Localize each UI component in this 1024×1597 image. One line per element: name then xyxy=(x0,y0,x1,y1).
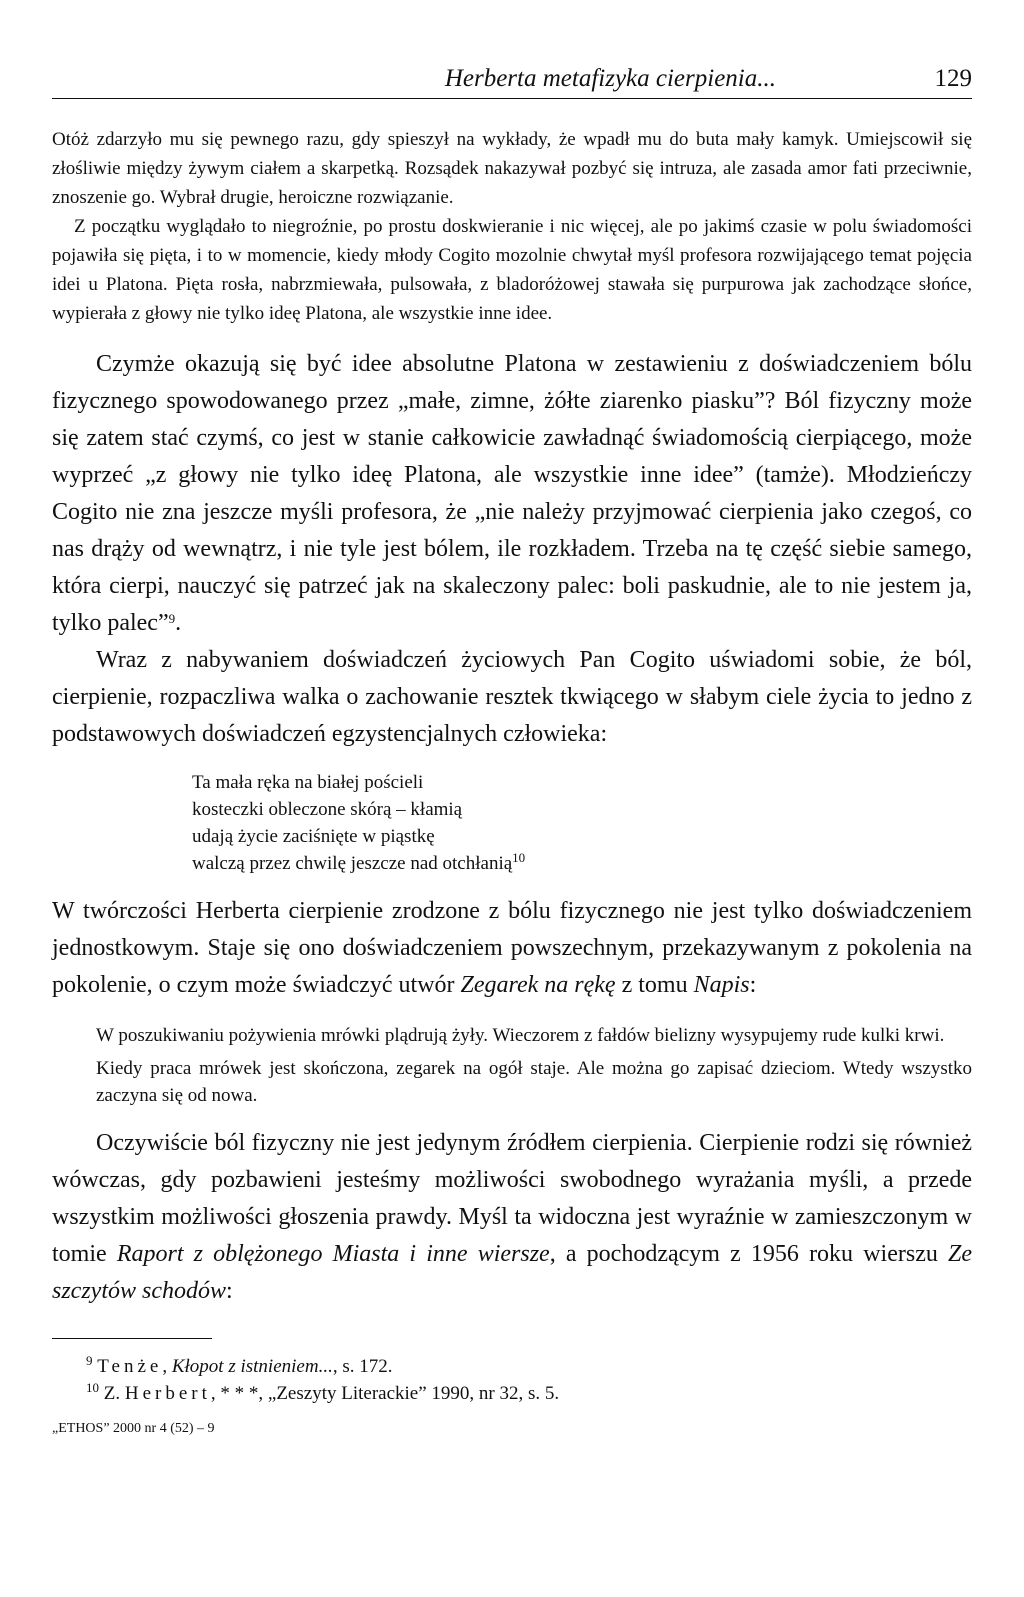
quote-paragraph-2: Z początku wyglądało to niegroźnie, po prostu doskwieranie i nic więcej, ale po jakimś czasie w polu świadomości pojawiła się pięta, i to w momencie, kiedy młody Cogito mozolnie chwytał myśl profesora rozwijającego temat pojęcia idei u Platona. Pięta rosła, nabrzmiewała, pulsowała, z bladoróżowej stawała się purpurowa jak zachodzące słońce, wypierała z głowy nie tylko ideę Platona, ale wszystkie inne idee. xyxy=(52,216,972,324)
work-title-raport: Raport z oblężonego Miasta i inne wiersze xyxy=(116,1241,550,1267)
main-text-2 xyxy=(52,893,972,1004)
footnote-ref-10[interactable]: 10 xyxy=(512,850,526,865)
footnote-10-author: Herbert xyxy=(124,1383,211,1404)
body-paragraph-2: Wraz z nabywaniem doświadczeń życiowych Pan Cogito uświadomi sobie, że ból, cierpienie, rozpaczliwa walka o zachowanie resztek tkwiącego w słabym ciele życia to jedno z podstawowych doświadczeń egzystencjalnych człowieka: xyxy=(52,647,972,747)
body-paragraph-3-end: : xyxy=(749,972,757,998)
footnote-9 xyxy=(52,1353,972,1380)
quote2-paragraph-2: Kiedy praca mrówek jest skończona, zegarek na ogół staje. Ale można go zapisać dzieciom. Wtedy wszystko zaczyna się od nowa. xyxy=(96,1058,972,1106)
body-paragraph-4-text: Oczywiście ból fizyczny nie jest jedynym źródłem cierpienia. Cierpienie rodzi się również wówczas, gdy pozbawieni jesteśmy możliwości swobodnego wyrażania myśli, a przede wszystkim możliwości głoszenia prawdy. Myśl ta widoczna jest wyraźnie w zamieszczonym w tomie xyxy=(52,1130,972,1267)
verse-line-1: Ta mała ręka na białej pościeli xyxy=(192,772,424,793)
footnote-10-initial: Z. xyxy=(103,1383,125,1404)
verse-quote xyxy=(192,769,972,877)
page-number: 129 xyxy=(934,65,972,92)
footnotes xyxy=(52,1353,972,1407)
footnote-10-rest: , * * *, „Zeszyty Literackie” 1990, nr 32, s. 5. xyxy=(210,1383,560,1404)
body-paragraph-4-mid: , a pochodzącym z 1956 roku wierszu xyxy=(549,1241,949,1267)
footnote-ref-9[interactable]: 9 xyxy=(168,611,176,626)
footnote-9-title: Kłopot z istnieniem... xyxy=(171,1356,333,1377)
body-paragraph-1-text: Czymże okazują się być idee absolutne Platona w zestawieniu z doświadczeniem bólu fizycznego spowodowanego przez „małe, zimne, żółte ziarenko piasku”? Ból fizyczny może się zatem stać czymś, co jest w stanie całkowicie zawładnąć świadomością cierpiącego, może wyprzeć „z głowy nie tylko ideę Platona, ale wszystkie inne idee” (tamże). Młodzieńczy Cogito nie zna jeszcze myśli profesora, że „nie należy przyjmować cierpienia jako czegoś, co nas drąży od wewnątrz, i nie tyle jest bólem, ile rozkładem. Trzeba na tę część siebie samego, która cierpi, nauczyć się patrzeć jak na skaleczony palec: boli paskudnie, ale to nie jestem ja, tylko palec” xyxy=(52,351,972,636)
verse-line-4 xyxy=(192,850,972,877)
running-title: Herberta metafizyka cierpienia... xyxy=(444,65,776,92)
quote2-paragraph-1: W poszukiwaniu pożywienia mrówki plądrują żyły. Wieczorem z fałdów bielizny wysypujemy rude kulki krwi. xyxy=(96,1025,945,1046)
running-header xyxy=(52,62,972,99)
work-title-zegarek: Zegarek na rękę xyxy=(460,972,616,998)
footnote-9-author: Tenże xyxy=(97,1356,163,1377)
block-quote-cogito xyxy=(52,125,972,328)
footnote-9-rest: , s. 172. xyxy=(332,1356,393,1377)
main-text-1 xyxy=(52,346,972,753)
body-paragraph-1 xyxy=(52,346,972,642)
footnote-10 xyxy=(52,1380,972,1407)
main-text-3 xyxy=(52,1125,972,1310)
verse-line-3: udają życie zaciśnięte w piąstkę xyxy=(192,826,435,847)
verse-line-4-text: walczą przez chwilę jeszcze nad otchłanią xyxy=(192,853,513,874)
footnote-rule xyxy=(52,1338,212,1339)
verse-line-2: kosteczki obleczone skórą – kłamią xyxy=(192,799,463,820)
footnote-9-sep: , xyxy=(162,1356,172,1377)
footnote-9-number: 9 xyxy=(86,1353,93,1368)
body-paragraph-3-mid: z tomu xyxy=(615,972,694,998)
quote-paragraph-1: Otóż zdarzyło mu się pewnego razu, gdy spieszył na wykłady, że wpadł mu do buta mały kamyk. Umiejscowił się złośliwie między żywym ciałem a skarpetką. Rozsądek nakazywał pozbyć się intruza, ale zasada amor fati przeciwnie, znoszenie go. Wybrał drugie, heroiczne rozwiązanie. xyxy=(52,129,972,208)
document-page xyxy=(52,62,972,1572)
journal-signature: „ETHOS” 2000 nr 4 (52) – 9 xyxy=(52,1421,215,1436)
footnote-10-number: 10 xyxy=(86,1380,99,1395)
body-paragraph-1-end: . xyxy=(175,610,182,636)
body-paragraph-3-text: W twórczości Herberta cierpienie zrodzone z bólu fizycznego nie jest tylko doświadczeniem jednostkowym. Staje się ono doświadczeniem powszechnym, przekazywanym z pokolenia na pokolenie, o czym może świadczyć utwór xyxy=(52,898,972,998)
work-title-schodow: Ze szczytów schodów xyxy=(52,1241,973,1304)
body-paragraph-4-end: : xyxy=(226,1278,233,1304)
work-title-napis: Napis xyxy=(693,972,750,998)
block-quote-zegarek xyxy=(52,1022,972,1109)
